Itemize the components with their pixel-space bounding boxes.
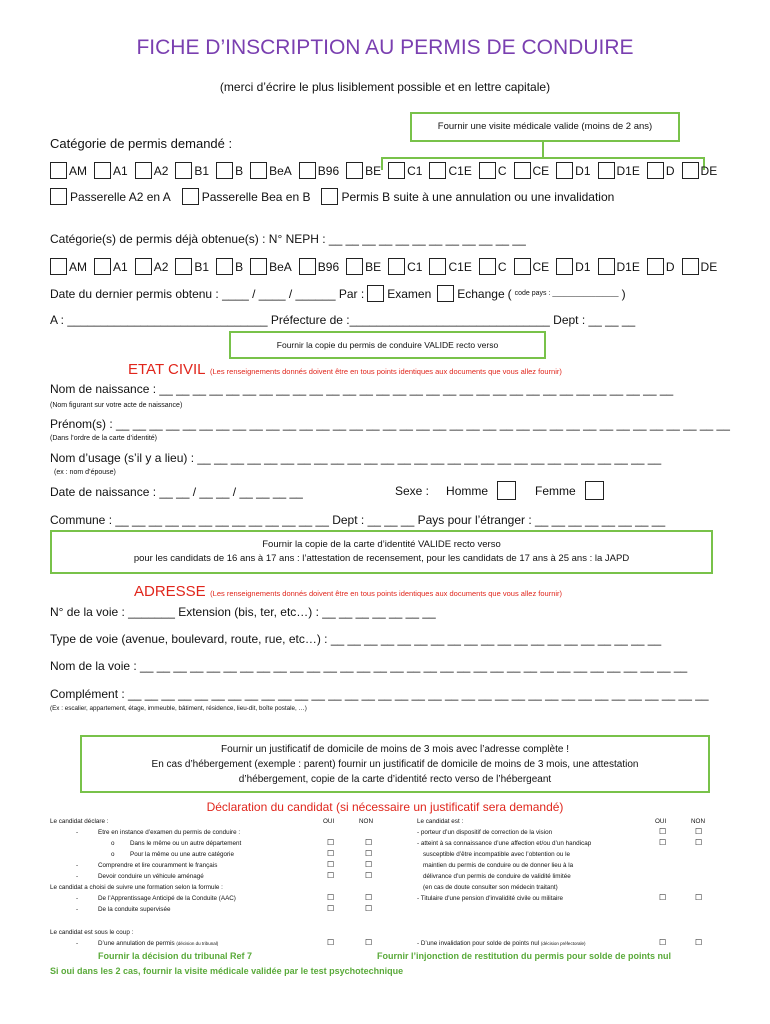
- demande-category-a1[interactable]: [94, 162, 128, 179]
- etat-civil-heading: ETAT CIVIL (Les renseignements donnés doivent être en tous points identiques aux documents que vous allez fournir): [128, 361, 562, 378]
- demande-label-b1: B1: [194, 163, 210, 178]
- demande-label-c1: C1: [407, 163, 423, 178]
- declaration-checkbox[interactable]: ☐: [327, 938, 335, 947]
- demande-category-d1e[interactable]: [598, 162, 640, 179]
- demande-checkbox-c1[interactable]: [388, 162, 405, 179]
- obtenue-label-a2: A2: [153, 259, 169, 274]
- sexe-label: Sexe :: [395, 483, 430, 498]
- obtenue-checkbox-b[interactable]: [216, 258, 233, 275]
- demande-label-a1: A1: [113, 163, 128, 178]
- obtenue-category-d1[interactable]: [556, 258, 590, 275]
- complement-note: (Ex : escalier, appartement, étage, immeuble, bâtiment, résidence, lieu-dit, boîte postale, …): [50, 705, 307, 712]
- demande-label-c1e: C1E: [448, 163, 472, 178]
- obtenue-checkbox-a2[interactable]: [135, 258, 152, 275]
- demande-label-bea: BeA: [269, 163, 292, 178]
- obtenue-checkbox-d[interactable]: [647, 258, 664, 275]
- demande-category-c[interactable]: [479, 162, 507, 179]
- declaration-checkbox[interactable]: ☐: [365, 838, 373, 847]
- homme-label: Homme: [446, 483, 489, 498]
- demande-label-c: C: [497, 163, 507, 178]
- demande-checkbox-ce[interactable]: [514, 162, 531, 179]
- demande-label-de: DE: [700, 163, 718, 178]
- obtenue-label-d1: D1: [575, 259, 591, 274]
- decl-vehicule: Devoir conduire un véhicule aménagé: [98, 873, 204, 880]
- obtenue-checkbox-b96[interactable]: [299, 258, 316, 275]
- page-subtitle: (merci d’écrire le plus lisiblement possible et en lettre capitale): [219, 80, 551, 94]
- demande-checkbox-b1[interactable]: [175, 162, 192, 179]
- code-pays-paren-open: (: [507, 286, 512, 301]
- decl-departement: Dans le même ou un autre département: [130, 840, 242, 847]
- demande-category-bea[interactable]: [250, 162, 292, 179]
- passerelle-bea-label: Passerelle Bea en B: [201, 189, 311, 204]
- decl-sous-coup: Le candidat est sous le coup :: [50, 929, 134, 936]
- non-header-right: NON: [691, 818, 705, 825]
- sexe-row: [395, 481, 604, 500]
- obtenue-label-c: C: [497, 259, 507, 274]
- domicile-notice: Fournir un justificatif de domicile de moins de 3 mois avec l’adresse complète ! En cas d’hébergement (exemple : parent) fournir un justificatif de domicile de moins de 3 mois, une attestation d’hébergement, copie de la carte d’identité recto verso de l’hébergeant: [80, 735, 710, 793]
- neph-line[interactable]: Catégorie(s) de permis déjà obtenue(s) : N° NEPH : __ __ __ __ __ __ __ __ __ __ __ __: [50, 232, 526, 246]
- demande-label-a2: A2: [153, 163, 169, 178]
- nom-voie-field[interactable]: Nom de la voie : __ __ __ __ __ __ __ __ __ __ __ __ __ __ __ __ __ __ __ __ __ __ __ __ __ __ __ __ __ __ __ __ __: [50, 659, 688, 673]
- demande-category-be[interactable]: [346, 162, 381, 179]
- prenoms-note: (Dans l’ordre de la carte d’identité): [50, 435, 157, 442]
- declaration-checkbox[interactable]: ☐: [365, 860, 373, 869]
- obtenue-category-ce[interactable]: [514, 258, 550, 275]
- obtenue-label-d1e: D1E: [616, 259, 640, 274]
- declaration-checkbox[interactable]: ☐: [695, 893, 703, 902]
- obtenue-label-c1: C1: [407, 259, 423, 274]
- declaration-checkbox[interactable]: ☐: [365, 893, 373, 902]
- obtenue-label-b1: B1: [194, 259, 210, 274]
- obtenue-category-a1[interactable]: [94, 258, 128, 275]
- type-voie-field[interactable]: Type de voie (avenue, boulevard, route, rue, etc…) : __ __ __ __ __ __ __ __ __ __ __ __ __ __ __ __ __ __ __ __: [50, 632, 662, 646]
- femme-label: Femme: [535, 483, 576, 498]
- declaration-checkbox[interactable]: ☐: [659, 838, 667, 847]
- echange-checkbox[interactable]: [437, 285, 454, 302]
- obtenue-checkbox-c1e[interactable]: [429, 258, 446, 275]
- obtenue-checkbox-am[interactable]: [50, 258, 67, 275]
- obtenue-label-b: B: [235, 259, 244, 274]
- demande-label-be: BE: [365, 163, 382, 178]
- demande-checkbox-be[interactable]: [346, 162, 363, 179]
- demande-checkbox-c[interactable]: [479, 162, 496, 179]
- carte-identite-notice: Fournir la copie de la carte d’identité VALIDE recto verso pour les candidats de 16 ans à 17 ans : l’attestation de recensement, pour les candidats de 17 ans à 25 ans : la JAPD: [50, 530, 713, 574]
- decl-francais: Comprendre et lire couramment le français: [98, 862, 218, 869]
- obtenue-category-am[interactable]: [50, 258, 87, 275]
- bullet-dash: -: [76, 940, 79, 947]
- obtenue-label-ce: CE: [532, 259, 550, 274]
- decl-affection: - atteint à sa connaissance d’une affection et/ou d’un handicap: [417, 840, 592, 847]
- obtenue-checkbox-b1[interactable]: [175, 258, 192, 275]
- obtenue-label-be: BE: [365, 259, 382, 274]
- a-prefecture-line[interactable]: A : ______________________________ Préfecture de :______________________________ Dept : __ __ __: [50, 313, 636, 327]
- est-head: Le candidat est :: [417, 818, 464, 825]
- non-header-left: NON: [359, 818, 373, 825]
- obtenue-checkbox-a1[interactable]: [94, 258, 111, 275]
- decl-affection-5: (en cas de doute consulter son médecin traitant): [423, 884, 558, 891]
- obtenue-category-d[interactable]: [647, 258, 675, 275]
- declaration-checkbox[interactable]: ☐: [365, 871, 373, 880]
- declaration-checkbox[interactable]: ☐: [327, 849, 335, 858]
- obtenue-label-bea: BeA: [269, 259, 292, 274]
- demande-checkbox-d1e[interactable]: [598, 162, 615, 179]
- bullet-dash: -: [76, 862, 79, 869]
- decl-invalidation: - D’une invalidation pour solde de points nul (décision préfectorale): [417, 940, 586, 947]
- decl-supervisee: De la conduite supervisée: [98, 906, 171, 913]
- code-pays-paren-close: ): [621, 286, 626, 301]
- copie-permis-notice: Fournir la copie du permis de conduire VALIDE recto verso: [229, 331, 546, 359]
- nom-usage-note: (ex : nom d’épouse): [54, 469, 116, 476]
- demande-label-am: AM: [69, 163, 87, 178]
- green-tribunal: Fournir la décision du tribunal Ref 7: [98, 951, 253, 961]
- femme-checkbox[interactable]: [585, 481, 604, 500]
- obtenue-category-c1[interactable]: [388, 258, 422, 275]
- bullet-dash: -: [76, 895, 79, 902]
- obtenue-category-be[interactable]: [346, 258, 381, 275]
- obtenue-checkbox-c[interactable]: [479, 258, 496, 275]
- commune-field[interactable]: Commune : __ __ __ __ __ __ __ __ __ __ __ __ __ Dept : __ __ __ Pays pour l’étranger : __ __ __ __ __ __ __ __: [50, 513, 666, 527]
- declaration-checkbox[interactable]: ☐: [327, 838, 335, 847]
- obtenue-checkbox-d1[interactable]: [556, 258, 573, 275]
- obtenue-category-c[interactable]: [479, 258, 507, 275]
- declaration-checkbox[interactable]: ☐: [327, 904, 335, 913]
- green-injonction: Fournir l’injonction de restitution du permis pour solde de points nul: [377, 951, 671, 961]
- demande-checkbox-b[interactable]: [216, 162, 233, 179]
- declaration-checkbox[interactable]: ☐: [365, 938, 373, 947]
- declaration-checkbox[interactable]: ☐: [327, 871, 335, 880]
- homme-checkbox[interactable]: [497, 481, 516, 500]
- echange-label: Echange: [457, 286, 505, 301]
- demande-category-a2[interactable]: [135, 162, 169, 179]
- passerelle-a2-label: Passerelle A2 en A: [70, 189, 171, 204]
- demande-category-am[interactable]: [50, 162, 87, 179]
- decl-affection-3: maintien du permis de conduire ou de donner lieu à la: [423, 862, 574, 869]
- obtenue-checkbox-d1e[interactable]: [598, 258, 615, 275]
- declaration-checkbox[interactable]: ☐: [365, 849, 373, 858]
- decl-formation: Le candidat a choisi de suivre une formation selon la formule :: [50, 884, 223, 891]
- decl-affection-4: délivrance d’un permis de conduire de validité limitée: [423, 873, 571, 880]
- permis-b-annulation-checkbox[interactable]: [321, 188, 338, 205]
- demande-category-b[interactable]: [216, 162, 243, 179]
- obtenue-category-b[interactable]: [216, 258, 243, 275]
- voie-field[interactable]: N° de la voie : _______ Extension (bis, ter, etc…) : __ __ __ __ __ __ __: [50, 605, 436, 619]
- declaration-checkbox[interactable]: ☐: [695, 827, 703, 836]
- obtenue-checkbox-bea[interactable]: [250, 258, 267, 275]
- demande-label-b: B: [235, 163, 244, 178]
- obtenue-category-d1e[interactable]: [598, 258, 640, 275]
- decl-instance: Etre en instance d’examen du permis de conduire :: [98, 829, 241, 836]
- demande-label-b96: B96: [317, 163, 340, 178]
- decl-aac: De l’Apprentissage Anticipé de la Conduite (AAC): [98, 895, 236, 902]
- green-psychotechnique: Si oui dans les 2 cas, fournir la visite médicale validée par le test psychotechnique: [50, 966, 404, 976]
- obtenue-category-a2[interactable]: [135, 258, 169, 275]
- demande-checkbox-b96[interactable]: [299, 162, 316, 179]
- obtenue-label-de: DE: [700, 259, 718, 274]
- oui-header-right: OUI: [655, 818, 667, 825]
- examen-checkbox[interactable]: [367, 285, 384, 302]
- obtenue-category-c1e[interactable]: [429, 258, 471, 275]
- obtenue-label-d: D: [665, 259, 675, 274]
- decl-pension: - Titulaire d’une pension d’invalidité civile ou militaire: [417, 895, 563, 902]
- demande-category-d1[interactable]: [556, 162, 590, 179]
- demande-category-de[interactable]: [682, 162, 718, 179]
- demande-category-b96[interactable]: [299, 162, 339, 179]
- examen-label: Examen: [387, 286, 432, 301]
- demande-checkbox-c1e[interactable]: [429, 162, 446, 179]
- obtenue-category-bea[interactable]: [250, 258, 292, 275]
- decl-categorie: Pour la même ou une autre catégorie: [130, 851, 234, 858]
- categories-demandees: [50, 162, 721, 179]
- categories-obtenues: [50, 258, 721, 275]
- declaration-checkbox[interactable]: ☐: [327, 860, 335, 869]
- permis-b-annulation-label: Permis B suite à une annulation ou une invalidation: [341, 189, 615, 204]
- declare-head: Le candidat déclare :: [50, 818, 109, 825]
- declaration-title: Déclaration du candidat (si nécessaire un justificatif sera demandé): [206, 800, 564, 814]
- page-title: FICHE D’INSCRIPTION AU PERMIS DE CONDUIRE: [136, 36, 634, 59]
- demande-category-b1[interactable]: [175, 162, 209, 179]
- demande-label-d: D: [665, 163, 675, 178]
- passerelle-a2-checkbox[interactable]: [50, 188, 67, 205]
- demande-label-d1e: D1E: [616, 163, 640, 178]
- declaration-checkbox[interactable]: ☐: [659, 893, 667, 902]
- demande-category-ce[interactable]: [514, 162, 550, 179]
- prenoms-field[interactable]: Prénom(s) : __ __ __ __ __ __ __ __ __ __ __ __ __ __ __ __ __ __ __ __ __ __ __ __ __ __ __ __ __ __ __ __ __ __ __ __ __: [50, 417, 730, 431]
- declaration-checkbox[interactable]: ☐: [695, 938, 703, 947]
- decl-annulation: D’une annulation de permis (décision du tribunal): [98, 940, 219, 947]
- obtenue-checkbox-be[interactable]: [346, 258, 363, 275]
- obtenue-label-a1: A1: [113, 259, 128, 274]
- obtenue-label-c1e: C1E: [448, 259, 472, 274]
- demande-category-c1e[interactable]: [429, 162, 471, 179]
- obtenue-label-b96: B96: [317, 259, 340, 274]
- medical-visit-notice: Fournir une visite médicale valide (moins de 2 ans): [410, 112, 680, 142]
- declaration-checkbox[interactable]: ☐: [365, 904, 373, 913]
- obtenue-category-b1[interactable]: [175, 258, 209, 275]
- nom-naissance-field[interactable]: Nom de naissance : __ __ __ __ __ __ __ __ __ __ __ __ __ __ __ __ __ __ __ __ __ __ __ __ __ __ __ __ __ __ __: [50, 382, 674, 396]
- declaration-checkbox[interactable]: ☐: [659, 827, 667, 836]
- bullet-dash: -: [76, 906, 79, 913]
- declaration-checkbox[interactable]: ☐: [659, 938, 667, 947]
- obtenue-checkbox-ce[interactable]: [514, 258, 531, 275]
- decl-affection-2: susceptible d’être incompatible avec l’obtention ou le: [423, 851, 571, 858]
- obtenue-checkbox-c1[interactable]: [388, 258, 405, 275]
- demande-label-d1: D1: [575, 163, 591, 178]
- bullet-o: o: [111, 840, 115, 847]
- code-pays-field[interactable]: code pays : _________________: [514, 290, 619, 297]
- declaration-checkbox[interactable]: ☐: [695, 838, 703, 847]
- complement-field[interactable]: Complément : __ __ __ __ __ __ __ __ __ __ __ __ __ __ __ __ __ __ __ __ __ __ __ __ __ __ __ __ __ __ __ __ __ __ __: [50, 687, 709, 701]
- obtenue-label-am: AM: [69, 259, 87, 274]
- obtenue-category-de[interactable]: [682, 258, 718, 275]
- obtenue-category-b96[interactable]: [299, 258, 339, 275]
- demande-checkbox-am[interactable]: [50, 162, 67, 179]
- oui-header-left: OUI: [323, 818, 335, 825]
- categorie-label: Catégorie de permis demandé :: [50, 136, 233, 151]
- obtenue-checkbox-de[interactable]: [682, 258, 699, 275]
- nom-usage-field[interactable]: Nom d’usage (s’il y a lieu) : __ __ __ __ __ __ __ __ __ __ __ __ __ __ __ __ __ __ __ __ __ __ __ __ __ __ __ __: [50, 451, 662, 465]
- demande-checkbox-d1[interactable]: [556, 162, 573, 179]
- bullet-dash: -: [76, 829, 79, 836]
- adresse-heading: ADRESSE (Les renseignements donnés doivent être en tous points identiques aux documents que vous allez fournir): [134, 583, 563, 600]
- dernier-permis-row: [50, 285, 626, 302]
- date-dernier-permis[interactable]: Date du dernier permis obtenu : ____ / ____ / ______ Par :: [50, 286, 365, 301]
- passerelle-bea-checkbox[interactable]: [182, 188, 199, 205]
- demande-category-d[interactable]: [647, 162, 675, 179]
- passerelles-row: [50, 188, 614, 205]
- decl-vision: - porteur d’un dispositif de correction de la vision: [417, 829, 553, 836]
- bullet-o: o: [111, 851, 115, 858]
- demande-category-c1[interactable]: [388, 162, 422, 179]
- demande-checkbox-a2[interactable]: [135, 162, 152, 179]
- demande-checkbox-de[interactable]: [682, 162, 699, 179]
- date-naissance-field[interactable]: Date de naissance : __ __ / __ __ / __ __ __ __: [50, 485, 303, 499]
- demande-checkbox-d[interactable]: [647, 162, 664, 179]
- bullet-dash: -: [76, 873, 79, 880]
- demande-checkbox-bea[interactable]: [250, 162, 267, 179]
- demande-checkbox-a1[interactable]: [94, 162, 111, 179]
- nom-naissance-note: (Nom figurant sur votre acte de naissance): [50, 402, 183, 409]
- declaration-checkbox[interactable]: ☐: [327, 893, 335, 902]
- demande-label-ce: CE: [532, 163, 550, 178]
